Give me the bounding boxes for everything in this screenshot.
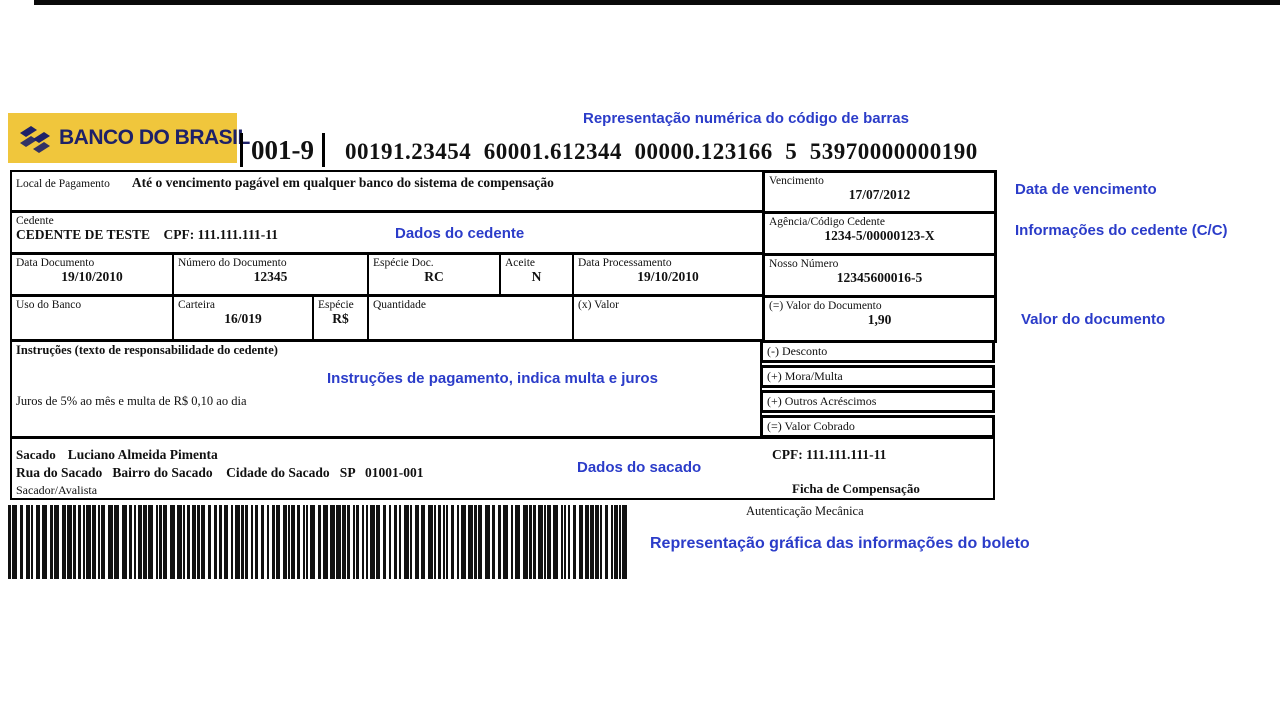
autenticacao-mecanica-label: Autenticação Mecânica [746, 504, 864, 518]
nosso-numero-value: 12345600016-5 [836, 270, 923, 285]
vencimento-label: Vencimento [769, 175, 824, 187]
digitable-line: 00191.23454 60001.612344 00000.123166 5 53970000000190 [345, 139, 978, 164]
nosso-numero-label: Nosso Número [769, 258, 839, 270]
aceite-cell [499, 255, 572, 294]
vencimento-value: 17/07/2012 [848, 187, 911, 202]
row-cedente [10, 211, 995, 254]
ficha-compensacao-label: Ficha de Compensação [792, 481, 920, 496]
agencia-value: 1234-5/00000123-X [824, 228, 935, 243]
data-processamento-label: Data Processamento [578, 257, 672, 269]
annotation-barcode-graphic: Representação gráfica das informações do boleto [650, 535, 1030, 552]
especie-doc-cell [367, 255, 499, 294]
annotation-due-date: Data de vencimento [1015, 181, 1157, 198]
local-pagamento-label: Local de Pagamento [16, 178, 110, 190]
uso-banco-label: Uso do Banco [16, 299, 82, 311]
numero-documento-value: 12345 [253, 269, 288, 284]
aceite-value: N [531, 269, 542, 284]
carteira-value: 16/019 [224, 311, 262, 326]
row-uso-banco [10, 295, 995, 341]
boleto-table [10, 170, 995, 500]
especie-doc-value: RC [424, 269, 444, 284]
vencimento-cell [762, 170, 997, 214]
local-pagamento-value: Até o vencimento pagável em qualquer banco do sistema de compensação [131, 175, 554, 190]
numero-documento-cell [172, 255, 367, 294]
sacado-label: Sacado [16, 447, 56, 462]
numero-documento-label: Número do Documento [178, 257, 287, 269]
annotation-barcode-numeric: Representação numérica do código de barras [583, 110, 909, 127]
valor-cobrado-cell [760, 415, 995, 438]
sacador-avalista-label: Sacador/Avalista [16, 483, 98, 497]
especie-label: Espécie [318, 299, 354, 311]
sacado-cpf: CPF: 111.111.111-11 [772, 447, 887, 462]
outros-acrescimos-label: (+) Outros Acréscimos [767, 394, 877, 408]
row-sacado [10, 437, 995, 500]
annotation-cedente-info: Informações do cedente (C/C) [1015, 222, 1228, 239]
bank-code: 001-9 [240, 133, 325, 167]
instrucoes-cell [10, 340, 762, 438]
desconto-cell [760, 340, 995, 363]
annotation-cedente-data: Dados do cedente [395, 225, 525, 242]
especie-doc-label: Espécie Doc. [373, 257, 434, 269]
quantidade-label: Quantidade [373, 299, 427, 311]
aceite-label: Aceite [505, 257, 536, 269]
outros-acrescimos-cell [760, 390, 995, 413]
agencia-label: Agência/Código Cedente [769, 216, 885, 228]
cedente-value: CEDENTE DE TESTE CPF: 111.111.111-11 [16, 227, 278, 242]
mora-multa-cell [760, 365, 995, 388]
annotation-sacado-data: Dados do sacado [577, 459, 702, 476]
valor-documento-value: 1,90 [867, 312, 892, 327]
valor-cell [572, 297, 762, 339]
valor-documento-label: (=) Valor do Documento [769, 300, 882, 312]
data-documento-label: Data Documento [16, 257, 95, 269]
annotation-document-value: Valor do documento [1021, 311, 1166, 328]
agencia-cell [762, 211, 997, 256]
carteira-cell [172, 297, 312, 339]
data-processamento-cell [572, 255, 762, 294]
valor-documento-cell [762, 295, 997, 343]
banco-do-brasil-icon [18, 123, 52, 153]
annotation-payment-instructions: Instruções de pagamento, indica multa e juros [327, 370, 658, 387]
uso-banco-cell [12, 297, 172, 339]
valor-cobrado-label: (=) Valor Cobrado [767, 419, 855, 433]
bank-name: BANCO DO BRASIL [59, 126, 250, 149]
valor-label: (x) Valor [578, 299, 619, 311]
quantidade-cell [367, 297, 572, 339]
bank-logo [8, 113, 250, 163]
sacado-address: Rua do Sacado Bairro do Sacado Cidade do Sacado SP 01001-001 [16, 465, 424, 480]
data-processamento-value: 19/10/2010 [637, 269, 699, 284]
especie-cell [312, 297, 367, 339]
data-documento-cell [12, 255, 172, 294]
row-local-pagamento [10, 170, 995, 212]
row-documento [10, 253, 995, 296]
instrucoes-label: Instruções (texto de responsabilidade do cedente) [16, 343, 278, 357]
desconto-label: (-) Desconto [767, 344, 828, 358]
carteira-label: Carteira [178, 299, 216, 311]
especie-value: R$ [332, 311, 349, 326]
barcode [8, 505, 633, 579]
page-top-edge [34, 0, 1280, 5]
data-documento-value: 19/10/2010 [61, 269, 123, 284]
cedente-label: Cedente [16, 215, 54, 227]
instrucoes-value: Juros de 5% ao mês e multa de R$ 0,10 ao dia [16, 394, 247, 408]
sacado-name: Luciano Almeida Pimenta [67, 447, 218, 462]
mora-multa-label: (+) Mora/Multa [767, 369, 843, 383]
nosso-numero-cell [762, 253, 997, 298]
